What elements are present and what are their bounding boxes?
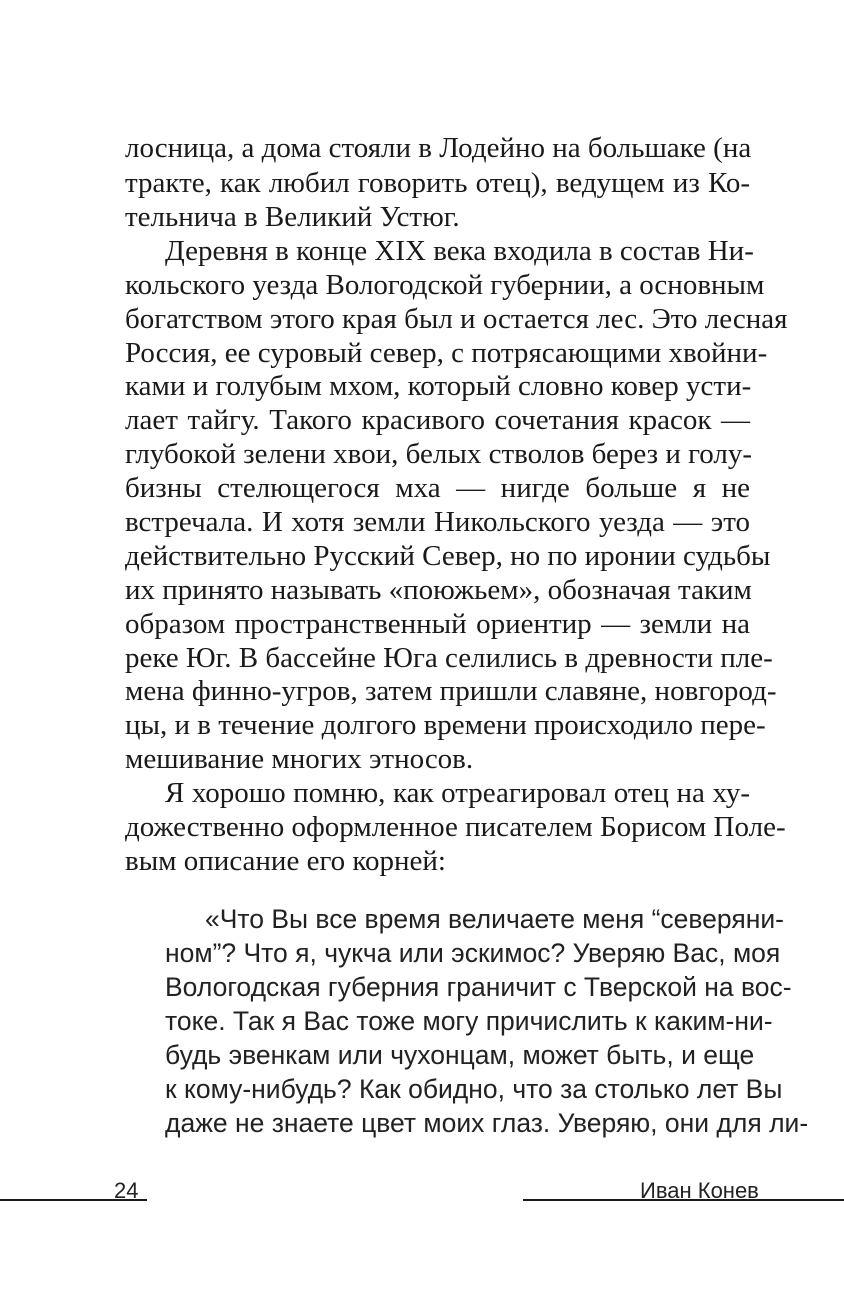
quote-line: токе. Так я Вас тоже могу причислить к каким-ни-	[165, 1006, 773, 1036]
page-number: 24	[114, 1178, 139, 1203]
body-line: цы, и в течение долгого времени происходило пере-	[125, 709, 766, 741]
body-line: вым описание его корней:	[125, 845, 446, 877]
body-line: их принято называть «поюжьем», обозначая таким	[125, 574, 752, 606]
body-line: встречала. И хотя земли Никольского уезда — это	[125, 506, 750, 538]
body-line: глубокой зелени хвои, белых стволов берез и голу-	[125, 438, 753, 470]
quote-line: «Что Вы все время величаете меня “северяни-	[205, 904, 784, 934]
quote-line: будь эвенкам или чухонцам, может быть, и еще	[165, 1040, 755, 1070]
body-line: Россия, ее суровый север, с потрясающими хвойни-	[125, 337, 768, 369]
body-line: действительно Русский Север, но по иронии судьбы	[125, 540, 771, 572]
body-line: образом пространственный ориентир — земли на	[125, 608, 750, 640]
body-line: мешивание многих этносов.	[125, 743, 474, 775]
body-line: реке Юг. В бассейне Юга селились в древности пле-	[125, 642, 773, 674]
body-line: бизны стелющегося мха — нигде больше я не	[125, 472, 750, 504]
body-line: тракте, как любил говорить отец), ведущем из Ко-	[125, 167, 750, 199]
body-line: тельнича в Великий Устюг.	[125, 201, 460, 233]
quote-line: Вологодская губерния граничит с Тверской на вос-	[165, 972, 792, 1002]
body-line: Деревня в конце XIX века входила в состав Ни-	[165, 235, 754, 267]
body-line: дожественно оформленное писателем Борисом Поле-	[125, 811, 786, 843]
body-line: кольского уезда Вологодской губернии, а основным	[125, 269, 765, 301]
body-line: лает тайгу. Такого красивого сочетания красок —	[125, 404, 750, 436]
running-header-author: Иван Конев	[640, 1178, 759, 1203]
quote-line: даже не знаете цвет моих глаз. Уверяю, они для ли-	[165, 1108, 809, 1138]
quote-line: ном”? Что я, чукча или эскимос? Уверяю Вас, моя	[165, 938, 781, 968]
quote-line: к кому-нибудь? Как обидно, что за столько лет Вы	[165, 1074, 783, 1104]
body-line: лосница, а дома стояли в Лодейно на большаке (на	[125, 132, 752, 164]
body-line: ками и голубым мхом, который словно ковер усти-	[125, 370, 752, 402]
body-line: мена финно-угров, затем пришли славяне, новгород-	[125, 675, 777, 707]
body-line: богатством этого края был и остается лес. Это лесная	[125, 303, 788, 335]
body-line: Я хорошо помню, как отреагировал отец на ху-	[165, 777, 750, 809]
